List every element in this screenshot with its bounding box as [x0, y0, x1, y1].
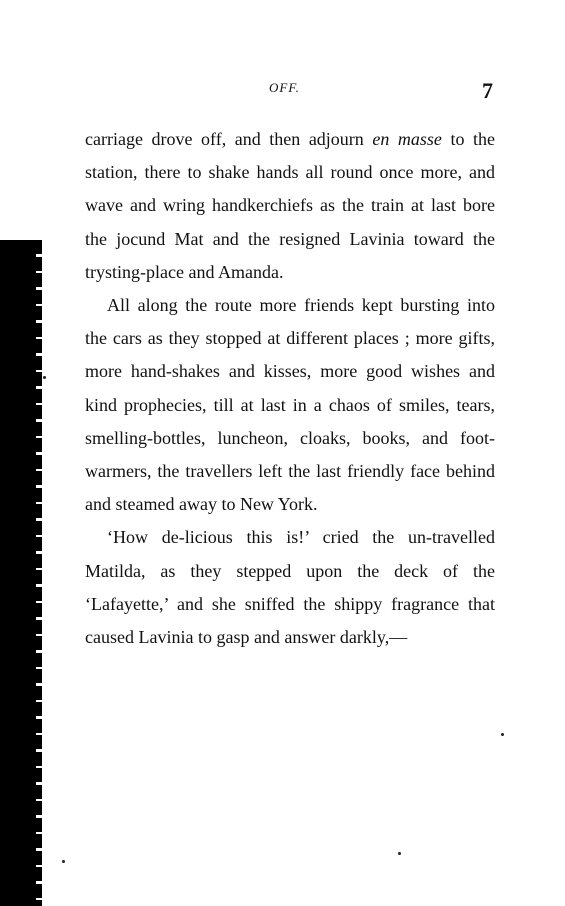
page-body: [85, 123, 495, 654]
paragraph-1-text-end: to the station, there to shake hands all round once more, and wave and wring handkerchiefs as the train at last bore the jocund Mat and the resigned Lavinia toward the trysting-place and Amanda.: [85, 129, 495, 282]
scan-speck: [398, 852, 401, 855]
page-number: 7: [482, 78, 493, 103]
page-header: [85, 80, 495, 104]
paragraph-1: [85, 123, 495, 289]
paragraph-2: All along the route more friends kept bursting into the cars as they stopped at different places ; more gifts, more hand-shakes and kisses, more good wishes and kind prophecies, till at last in a chaos of smiles, tears, smelling-bottles, luncheon, cloaks, books, and foot-warmers, the travellers left the last friendly face behind and steamed away to New York.: [85, 295, 495, 515]
scanned-binding-edge: [0, 240, 38, 906]
scan-speck: [501, 733, 504, 736]
emphasis-en-masse: en masse: [372, 129, 442, 149]
paragraph-3: ‘How de-licious this is!’ cried the un-travelled Matilda, as they stepped upon the deck of the ‘Lafayette,’ and she sniffed the shippy fragrance that caused Lavinia to gasp and answer darkly,—: [85, 527, 495, 648]
paragraph-1-text-start: carriage drove off, and then adjourn: [85, 129, 373, 149]
running-head: OFF.: [269, 80, 300, 95]
scan-speck: [43, 376, 46, 379]
scan-speck: [62, 860, 65, 863]
